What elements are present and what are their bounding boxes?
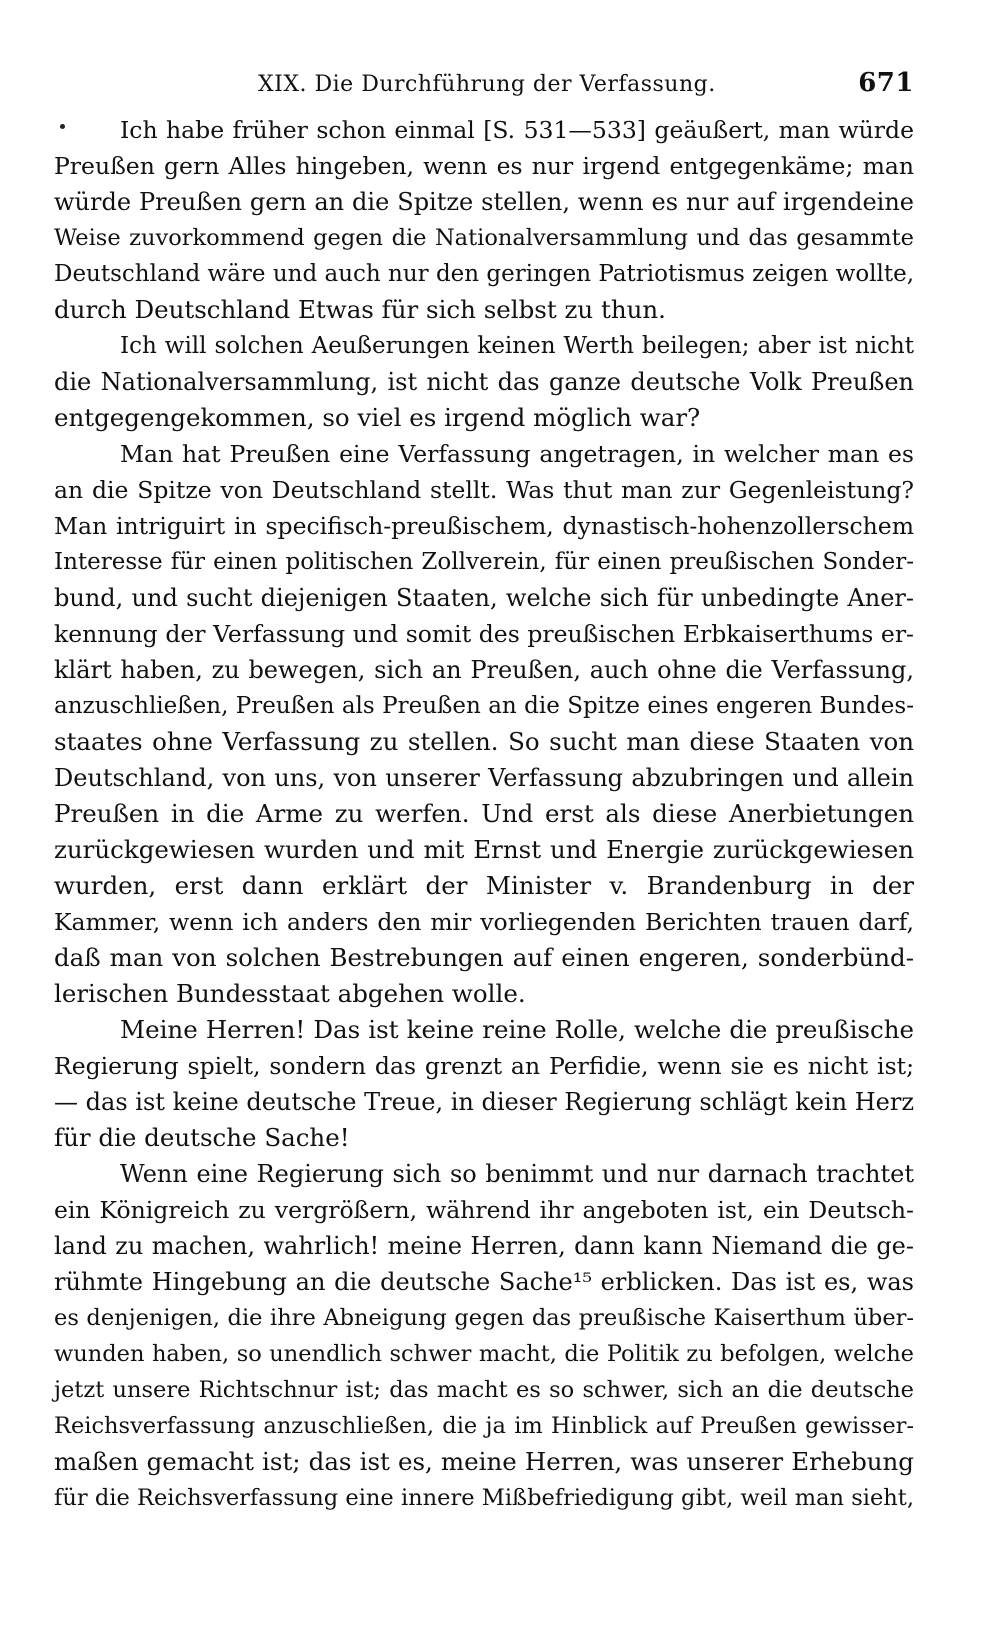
text-line: Wenn eine Regierung sich so benimmt und nur darnach trachtet — [120, 1160, 914, 1188]
text-line: maßen gemacht ist; das ist es, meine Herren, was unserer Erhebung — [54, 1447, 914, 1476]
text-line: Interesse für einen politischen Zollverein, für einen preußischen Sonder- — [54, 549, 914, 575]
text-line: Preußen gern Alles hingeben, wenn es nur irgend entgegenkäme; man — [54, 152, 914, 180]
text-line: Deutschland wäre und auch nur den geringen Patriotismus zeigen wollte, — [54, 261, 915, 287]
text-line: Reichsverfassung anzuschließen, die ja im Hinblick auf Preußen gewisser- — [54, 1413, 914, 1439]
text-line: daß man von solchen Bestrebungen auf einen engeren, sonderbünd- — [54, 943, 914, 972]
text-line: entgegengekommen, so viel es irgend möglich war? — [54, 403, 701, 432]
text-line: — das ist keine deutsche Treue, in dieser Regierung schlägt kein Herz — [54, 1088, 914, 1116]
text-line: Man hat Preußen eine Verfassung angetragen, in welcher man es — [120, 440, 914, 468]
text-line: ein Königreich zu vergrößern, während ihr angeboten ist, ein Deutsch- — [54, 1196, 914, 1224]
text-line: Weise zuvorkommend gegen die Nationalversammlung und das gesammte — [54, 225, 914, 251]
text-line: kennung der Verfassung und somit des preußischen Erbkaiserthums er- — [54, 620, 914, 648]
text-line: die Nationalversammlung, ist nicht das ganze deutsche Volk Preußen — [54, 368, 914, 396]
page-number: 671 — [858, 68, 914, 98]
body-text — [54, 112, 914, 1516]
text-line: wurden, erst dann erklärt der Minister v. Brandenburg in der — [54, 871, 914, 900]
text-line: anzuschließen, Preußen als Preußen an die Spitze eines engeren Bundes- — [54, 693, 914, 719]
text-line: Preußen in die Arme zu werfen. Und erst als diese Anerbietungen — [54, 799, 914, 828]
text-line: Regierung spielt, sondern das grenzt an Perfidie, wenn sie es nicht ist; — [54, 1052, 914, 1080]
text-line: jetzt unsere Richtschnur ist; das macht es so schwer, sich an die deutsche — [54, 1377, 914, 1403]
text-line: staates ohne Verfassung zu stellen. So sucht man diese Staaten von — [54, 727, 914, 756]
text-line: durch Deutschland Etwas für sich selbst zu thun. — [54, 295, 666, 324]
text-line: land zu machen, wahrlich! meine Herren, dann kann Niemand die ge- — [54, 1232, 914, 1260]
text-line: für die Reichsverfassung eine innere Mißbefriedigung gibt, weil man sieht, — [54, 1485, 914, 1511]
text-line: rühmte Hingebung an die deutsche Sache¹⁵ erblicken. Das ist es, was — [54, 1268, 914, 1296]
print-speck — [60, 124, 65, 129]
text-line: lerischen Bundesstaat abgehen wolle. — [54, 979, 526, 1008]
text-line: wunden haben, so unendlich schwer macht, die Politik zu befolgen, welche — [54, 1341, 914, 1367]
text-line: für die deutsche Sache! — [54, 1123, 350, 1152]
text-line: Kammer, wenn ich anders den mir vorliegenden Berichten trauen darf, — [54, 908, 914, 936]
text-line: an die Spitze von Deutschland stellt. Was thut man zur Gegenleistung? — [54, 476, 914, 504]
text-line: Man intriguirt in specifisch-preußischem, dynastisch-hohenzollerschem — [54, 512, 914, 540]
text-line: Ich will solchen Aeußerungen keinen Werth beilegen; aber ist nicht — [120, 333, 914, 359]
text-line: Deutschland, von uns, von unserer Verfassung abzubringen und allein — [54, 764, 914, 792]
text-line: es denjenigen, die ihre Abneigung gegen das preußische Kaiserthum über- — [54, 1305, 914, 1331]
text-line: bund, und sucht diejenigen Staaten, welche sich für unbedingte Aner- — [54, 584, 914, 612]
text-line: klärt haben, zu bewegen, sich an Preußen, auch ohne die Verfassung, — [54, 656, 914, 684]
text-line: Meine Herren! Das ist keine reine Rolle, welche die preußische — [120, 1015, 914, 1044]
running-title: XIX. Die Durchführung der Verfassung. — [258, 72, 716, 97]
text-line: zurückgewiesen wurden und mit Ernst und Energie zurückgewiesen — [54, 835, 914, 864]
text-line: Ich habe früher schon einmal [S. 531—533] geäußert, man würde — [120, 116, 914, 144]
book-page — [54, 60, 914, 1516]
running-head — [54, 60, 914, 104]
text-line: würde Preußen gern an die Spitze stellen, wenn es nur auf irgendeine — [54, 188, 914, 216]
